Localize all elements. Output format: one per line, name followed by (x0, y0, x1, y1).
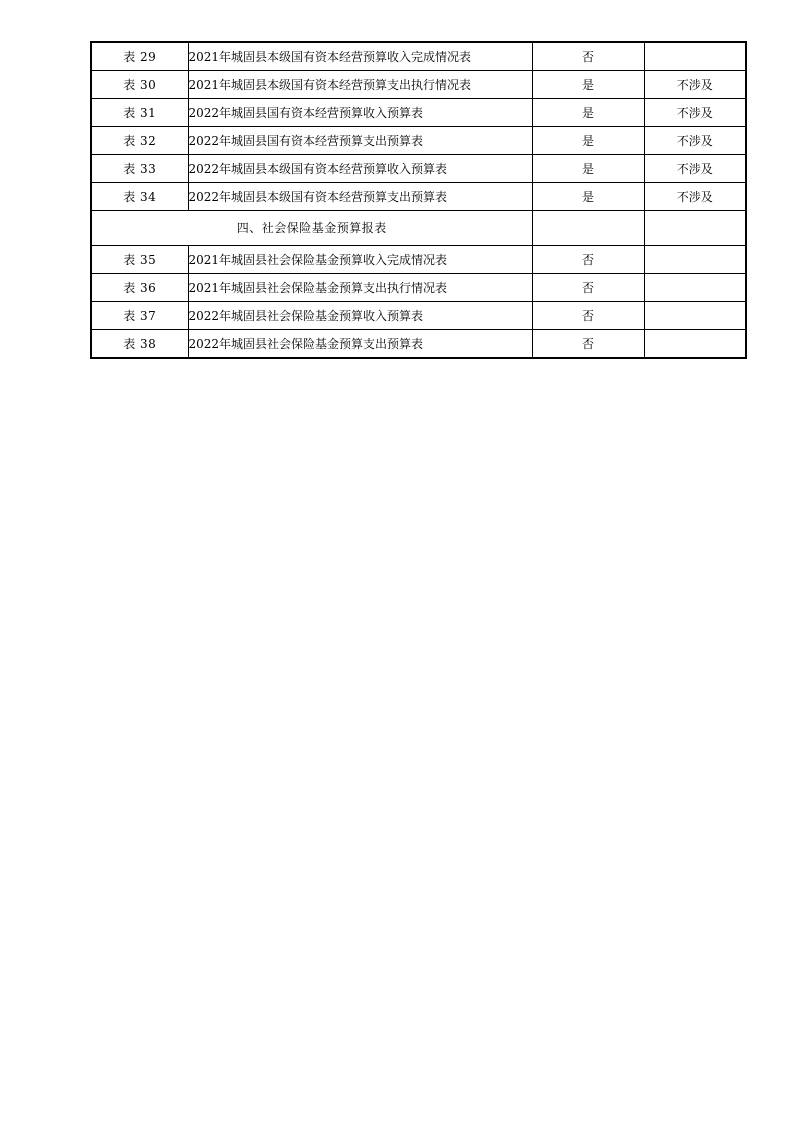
remark (644, 330, 746, 359)
empty-table-flag: 是 (532, 183, 644, 211)
table-number: 表 34 (91, 183, 188, 211)
remark: 不涉及 (644, 71, 746, 99)
empty-table-flag: 否 (532, 330, 644, 359)
table-number: 表 32 (91, 127, 188, 155)
table-title: 2021年城固县本级国有资本经营预算支出执行情况表 (188, 71, 532, 99)
remark: 不涉及 (644, 155, 746, 183)
empty-table-flag: 是 (532, 71, 644, 99)
table-row (91, 330, 746, 359)
section-flag (532, 211, 644, 246)
table-title: 2021年城固县社会保险基金预算收入完成情况表 (188, 246, 532, 274)
budget-table (90, 41, 747, 359)
table-number: 表 31 (91, 99, 188, 127)
table-number: 表 38 (91, 330, 188, 359)
remark (644, 246, 746, 274)
table-row (91, 127, 746, 155)
table-title: 2022年城固县国有资本经营预算收入预算表 (188, 99, 532, 127)
table-number: 表 30 (91, 71, 188, 99)
table-title: 2022年城固县本级国有资本经营预算支出预算表 (188, 183, 532, 211)
remark (644, 274, 746, 302)
table-title: 2022年城固县国有资本经营预算支出预算表 (188, 127, 532, 155)
table-number: 表 29 (91, 42, 188, 71)
table-row (91, 246, 746, 274)
table-number: 表 37 (91, 302, 188, 330)
remark: 不涉及 (644, 99, 746, 127)
empty-table-flag: 是 (532, 155, 644, 183)
empty-table-flag: 否 (532, 274, 644, 302)
table-title: 2022年城固县社会保险基金预算收入预算表 (188, 302, 532, 330)
empty-table-flag: 否 (532, 42, 644, 71)
table-row (91, 71, 746, 99)
remark: 不涉及 (644, 183, 746, 211)
table-row (91, 42, 746, 71)
remark: 不涉及 (644, 127, 746, 155)
table-title: 2021年城固县本级国有资本经营预算收入完成情况表 (188, 42, 532, 71)
empty-table-flag: 是 (532, 99, 644, 127)
table-number: 表 33 (91, 155, 188, 183)
section-title: 四、社会保险基金预算报表 (91, 211, 532, 246)
table-row (91, 302, 746, 330)
budget-report-list (90, 41, 745, 359)
table-row (91, 183, 746, 211)
table-row (91, 99, 746, 127)
empty-table-flag: 否 (532, 246, 644, 274)
remark (644, 302, 746, 330)
table-row (91, 155, 746, 183)
table-number: 表 35 (91, 246, 188, 274)
section-header-row (91, 211, 746, 246)
section-remark (644, 211, 746, 246)
empty-table-flag: 是 (532, 127, 644, 155)
empty-table-flag: 否 (532, 302, 644, 330)
remark (644, 42, 746, 71)
table-title: 2022年城固县本级国有资本经营预算收入预算表 (188, 155, 532, 183)
table-title: 2021年城固县社会保险基金预算支出执行情况表 (188, 274, 532, 302)
table-row (91, 274, 746, 302)
table-title: 2022年城固县社会保险基金预算支出预算表 (188, 330, 532, 359)
table-number: 表 36 (91, 274, 188, 302)
